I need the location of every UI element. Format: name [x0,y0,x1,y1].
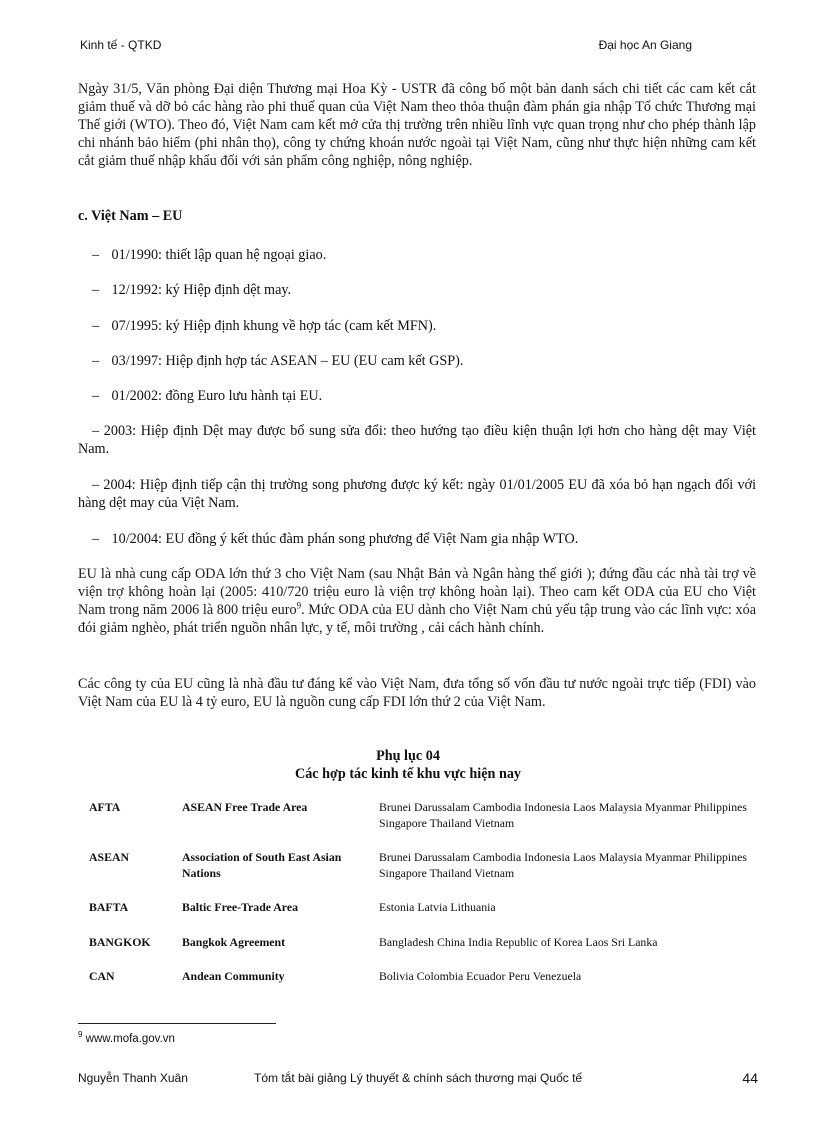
agreement-members: Brunei Darussalam Cambodia Indonesia Laos Malaysia Myanmar Philippines Singapore Thailand Vietnam [379,800,747,830]
agreement-members: Bangladesh China India Republic of Korea Laos Sri Lanka [379,935,658,949]
agreement-abbr: CAN [89,969,115,983]
table-row [84,935,754,969]
agreement-abbr: BANGKOK [89,935,151,949]
footnote-number: 9 [78,1030,83,1040]
footer-author: Nguyễn Thanh Xuân [78,1071,188,1085]
section-heading: c. Việt Nam – EU [78,208,183,224]
agreement-abbr: BAFTA [89,900,129,914]
table-row [84,800,754,850]
agreement-members: Bolivia Colombia Ecuador Peru Venezuela [379,969,582,983]
timeline-item: – 2004: Hiệp định tiếp cận thị trường song phương được ký kết: ngày 01/01/2005 EU đã xóa bỏ hạn ngạch đối với hàng dệt may của Việt Nam. [78,477,757,511]
header-left: Kinh tế - QTKD [80,38,162,52]
appendix-subtitle: Các hợp tác kinh tế khu vực hiện nay [294,766,522,782]
footnote-text: www.mofa.gov.vn [82,1033,175,1045]
timeline-item: – 12/1992: ký Hiệp định dệt may. [92,282,292,298]
timeline-item: – 10/2004: EU đồng ý kết thúc đàm phán song phương để Việt Nam gia nhập WTO. [92,531,579,547]
agreement-name: Association of South East Asian Nations [182,850,342,880]
timeline-item: – 07/1995: ký Hiệp định khung về hợp tác (cam kết MFN). [92,318,437,334]
regional-agreements-table [84,800,754,989]
agreement-members: Brunei Darussalam Cambodia Indonesia Laos Malaysia Myanmar Philippines Singapore Thailand Vietnam [379,850,747,880]
footnote-separator [78,1023,276,1024]
agreement-name: ASEAN Free Trade Area [182,800,308,814]
table-row [84,900,754,935]
timeline-item: – 03/1997: Hiệp định hợp tác ASEAN – EU (EU cam kết GSP). [92,353,464,369]
agreement-name: Andean Community [182,969,285,983]
appendix-title: Phụ lục 04 [376,748,440,764]
page-number: 44 [742,1070,758,1086]
agreement-abbr: ASEAN [89,850,129,864]
agreement-name: Bangkok Agreement [182,935,286,949]
intro-paragraph: Ngày 31/5, Văn phòng Đại diện Thương mại Hoa Kỳ - USTR đã công bố một bản danh sách chi tiết các cam kết cắt giảm thuế và dỡ bỏ các hàng rào phi thuế quan của Việt Nam theo thỏa thuận đàm phán gia nhập Tổ chức Thương mại Thế giới (WTO). Theo đó, Việt Nam cam kết mở cửa thị trường trên nhiều lĩnh vực quan trọng như cho phép thành lập chi nhánh bảo hiểm (phi nhân thọ), công ty chứng khoán nước ngoài tại Việt Nam, cũng như thực hiện những cam kết cắt giảm thuế nhập khẩu đối với sản phẩm công nghiệp, nông nghiệp. [78,81,756,169]
oda-text-b: . Mức ODA của EU dành cho Việt Nam chủ yếu tập trung vào các lĩnh vực: xóa đói giảm nghèo, phát triển nguồn nhân lực, y tế, môi trường , cải cách hành chính. [78,602,756,636]
footer-course: Tóm tắt bài giảng Lý thuyết & chính sách thương mại Quốc tế [254,1071,583,1085]
timeline-text: 03/1997: Hiệp định hợp tác ASEAN – EU (EU cam kết GSP). [111,353,464,369]
agreement-name: Baltic Free-Trade Area [182,900,298,914]
table-row [84,850,754,900]
timeline-text: 07/1995: ký Hiệp định khung về hợp tác (cam kết MFN). [111,318,437,334]
timeline-text: 10/2004: EU đồng ý kết thúc đàm phán song phương để Việt Nam gia nhập WTO. [111,531,579,547]
timeline-text: 2003: Hiệp định Dệt may được bổ sung sửa đổi: theo hướng tạo điều kiện thuận lợi hơn cho hàng dệt may Việt Nam. [78,423,756,457]
timeline-item: – 01/1990: thiết lập quan hệ ngoại giao. [92,247,327,263]
timeline-text: 01/1990: thiết lập quan hệ ngoại giao. [111,247,327,263]
agreement-members: Estonia Latvia Lithuania [379,900,496,914]
agreement-abbr: AFTA [89,800,121,814]
timeline-text: 2004: Hiệp định tiếp cận thị trường song phương được ký kết: ngày 01/01/2005 EU đã xóa bỏ hạn ngạch đối với hàng dệt may của Việt Nam. [78,477,757,511]
footnote [78,1030,175,1045]
oda-paragraph [78,565,756,637]
fdi-paragraph: Các công ty của EU cũng là nhà đầu tư đáng kể vào Việt Nam, đưa tổng số vốn đầu tư nước ngoài trực tiếp (FDI) vào Việt Nam của EU là 4 tỷ euro, EU là nguồn cung cấp FDI lớn thứ 2 của Việt Nam. [78,676,756,710]
timeline-text: 01/2002: đồng Euro lưu hành tại EU. [111,388,323,404]
table-row [84,969,754,989]
timeline-item: – 2003: Hiệp định Dệt may được bổ sung sửa đổi: theo hướng tạo điều kiện thuận lợi hơn cho hàng dệt may Việt Nam. [78,423,756,457]
timeline-item: – 01/2002: đồng Euro lưu hành tại EU. [92,388,323,404]
oda-text-a: EU là nhà cung cấp ODA lớn thứ 3 cho Việt Nam (sau Nhật Bản và Ngân hàng thế giới ); đứng đầu các nhà tài trợ về viện trợ không hoàn lại (2005: 410/720 triệu euro là viện trợ không hoàn lại). Theo cam kết ODA của EU cho Việt Nam trong năm 2006 là 800 triệu euro [78,566,756,618]
footnote-ref: 9 [296,600,302,611]
timeline-text: 12/1992: ký Hiệp định dệt may. [111,282,292,298]
header-right: Đại học An Giang [598,38,692,52]
